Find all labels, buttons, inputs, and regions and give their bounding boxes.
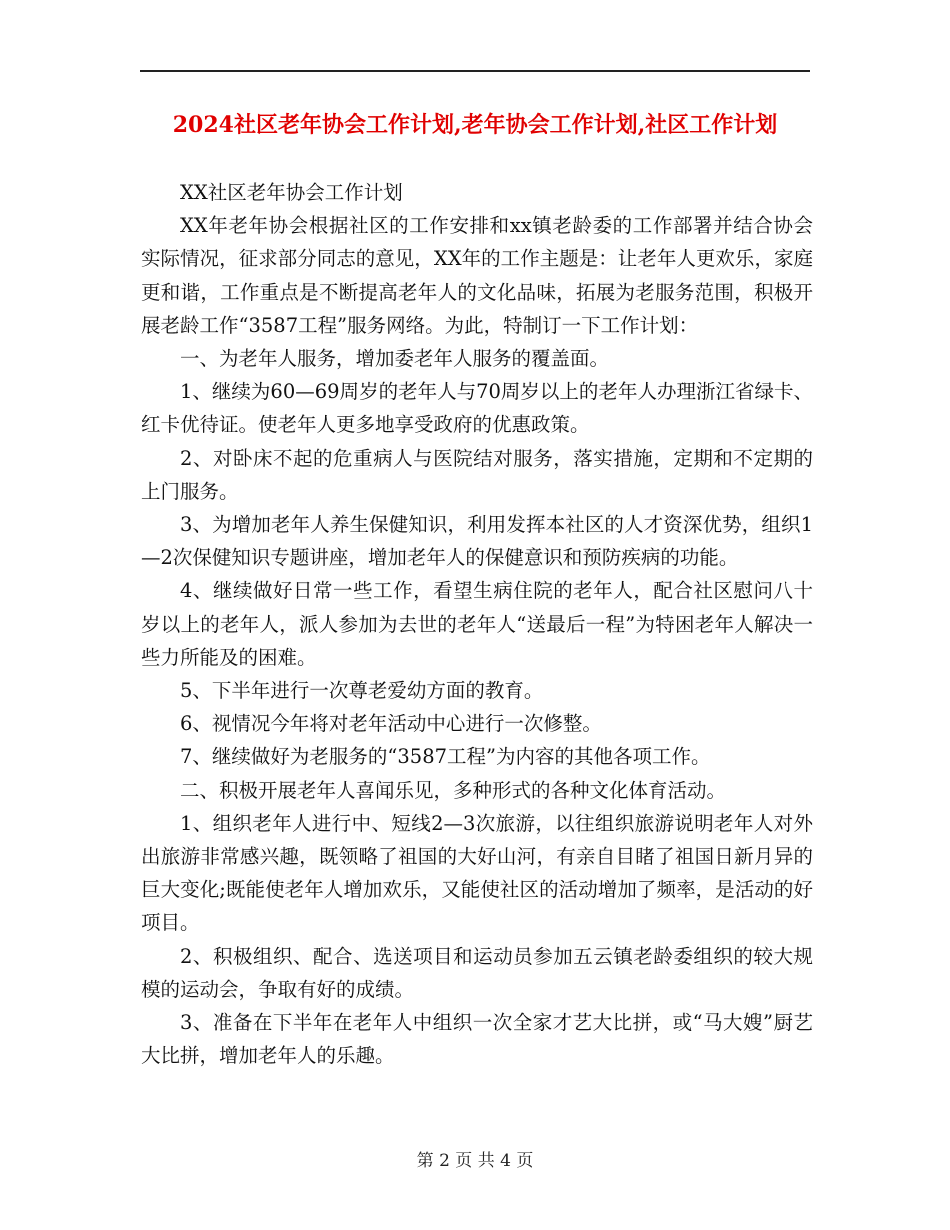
paragraph-subtitle: XX社区老年协会工作计划 xyxy=(180,181,403,204)
list-item: 3、准备在下半年在老年人中组织一次全家才艺大比拼，或“马大嫂”厨艺大比拼，增加老年人的乐趣。 xyxy=(141,1011,813,1068)
list-item: 4、继续做好日常一些工作，看望生病住院的老年人，配合社区慰问八十岁以上的老年人，派人参加为去世的老年人“送最后一程”为特困老年人解决一些力所能及的困难。 xyxy=(141,579,813,669)
list-item: 7、继续做好为老服务的“3587工程”为内容的其他各项工作。 xyxy=(180,745,711,769)
list-item: 3、为增加老年人养生保健知识，利用发挥本社区的人才资深优势，组织1—2次保健知识专题讲座，增加老年人的保健意识和预防疾病的功能。 xyxy=(141,513,813,570)
list-item: 2、对卧床不起的危重病人与医院结对服务，落实措施，定期和不定期的上门服务。 xyxy=(141,446,813,503)
paragraph-intro: XX年老年协会根据社区的工作安排和xx镇老龄委的工作部署并结合协会实际情况，征求部分同志的意见，XX年的工作主题是：让老年人更欢乐，家庭更和谐，工作重点是不断提高老年人的文化品味，拓展为老服务范围，积极开展老龄工作“3587工程”服务网络。为此，特制订一下工作计划： xyxy=(141,214,813,337)
header-rule xyxy=(140,70,810,72)
list-item: 5、下半年进行一次尊老爱幼方面的教育。 xyxy=(180,679,544,703)
list-item: 1、组织老年人进行中、短线2—3次旅游，以往组织旅游说明老年人对外出旅游非常感兴趣，既领略了祖国的大好山河，有亲自目睹了祖国日新月异的巨大变化;既能使老年人增加欢乐，又能使社区的活动增加了频率，是活动的好项目。 xyxy=(141,811,813,935)
section-heading-1: 一、为老年人服务，增加委老年人服务的覆盖面。 xyxy=(180,347,610,371)
document-body xyxy=(141,176,813,1072)
list-item: 6、视情况今年将对老年活动中心进行一次修整。 xyxy=(180,712,602,736)
page-number-footer: 第 2 页 共 4 页 xyxy=(416,1151,534,1171)
list-item: 1、继续为60—69周岁的老年人与70周岁以上的老年人办理浙江省绿卡、红卡优待证。使老年人更多地享受政府的优惠政策。 xyxy=(141,380,813,437)
list-item: 2、积极组织、配合、选送项目和运动员参加五云镇老龄委组织的较大规模的运动会，争取有好的成绩。 xyxy=(141,944,813,1001)
section-heading-2: 二、积极开展老年人喜闻乐见，多种形式的各种文化体育活动。 xyxy=(180,778,727,802)
document-title: 2024社区老年协会工作计划,老年协会工作计划,社区工作计划 xyxy=(172,112,778,138)
